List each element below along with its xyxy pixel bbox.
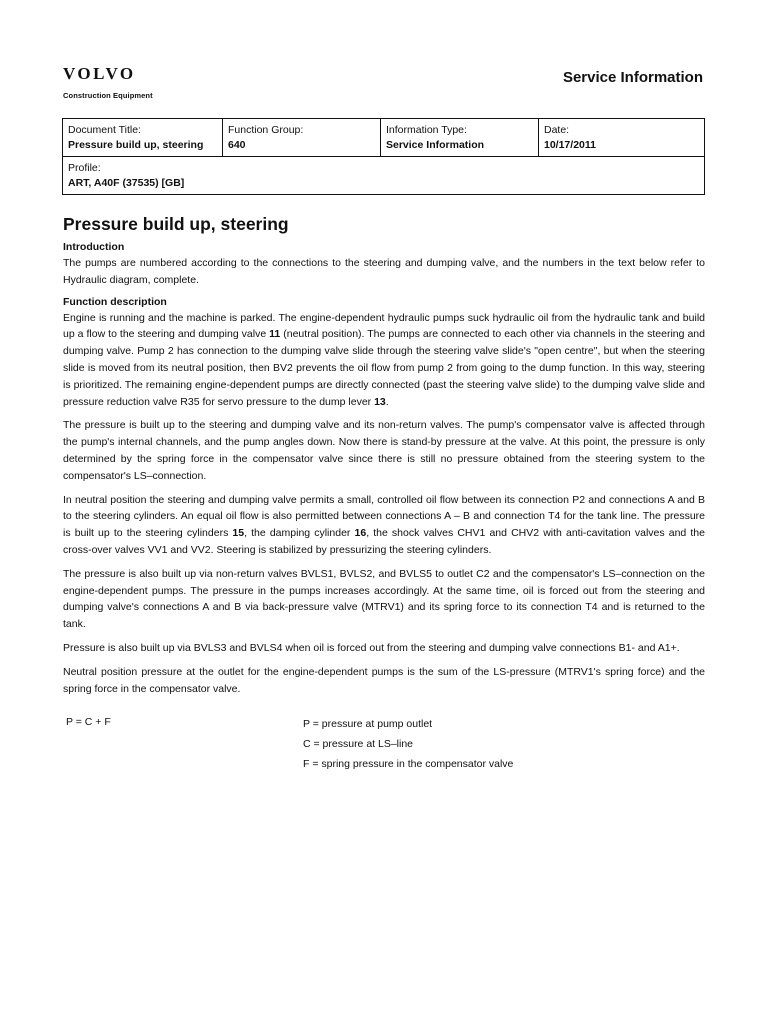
formula-definitions xyxy=(303,714,513,774)
information-type-cell xyxy=(381,119,539,157)
formula-def-p: P = pressure at pump outlet xyxy=(303,718,433,731)
document-info-table xyxy=(62,118,705,195)
paragraph-bvls3-bvls4: Pressure is also built up via BVLS3 and BVLS4 when oil is forced out from the steering and dumping valve connections B1- and A1+. xyxy=(63,641,680,654)
brand-subtitle: Construction Equipment xyxy=(63,91,153,100)
document-body xyxy=(63,212,705,780)
intro-heading: Introduction xyxy=(63,241,125,253)
information-type-value: Service Information xyxy=(386,139,485,151)
ref-number-13: 13 xyxy=(374,395,386,408)
page-title: Pressure build up, steering xyxy=(63,214,289,234)
header-title: Service Information xyxy=(562,69,703,86)
profile-cell xyxy=(63,157,705,195)
volvo-logo xyxy=(63,64,153,100)
formula-def-f: F = spring pressure in the compensator valve xyxy=(303,758,514,771)
date-cell xyxy=(539,119,705,157)
document-title-cell xyxy=(63,119,223,157)
document-title-value: Pressure build up, steering xyxy=(68,139,204,151)
formula-equation: P = C + F xyxy=(66,716,111,729)
ref-number-15: 15 xyxy=(232,527,245,540)
paragraph-engine-running: Engine is running and the machine is parked. The engine-dependent hydraulic pumps suck hydraulic oil from the hydraulic tank and build up a flow to the steering and dumping valve 11 (neutral position). The pumps are connected to each other via channels in the steering and dumping valve. Pump 2 has connection to the dumping valve slide through the steering valve slide's "open centre", but when the steering slide is moved from its neutral position, then BV2 prevents the oil flow from pump 2 from going to the dump function. In this way, steering is prioritized. The remaining engine-dependent pumps are directly connected (past the steering valve slide) to the dumping valve slide and pressure reduction valve R35 for servo pressure to the dump lever 13. xyxy=(63,311,705,408)
profile-value: ART, A40F (37535) [GB] xyxy=(68,177,185,189)
date-value: 10/17/2011 xyxy=(544,139,596,151)
intro-paragraph: The pumps are numbered according to the connections to the steering and dumping valve, and the numbers in the text below refer to Hydraulic diagram, complete. xyxy=(63,257,705,286)
function-group-label: Function Group: xyxy=(228,124,304,136)
paragraph-neutral-pressure-sum: Neutral position pressure at the outlet for the engine-dependent pumps is the sum of the LS-pressure (MTRV1's spring force) and the spring force in the compensator valve. xyxy=(63,665,705,695)
function-group-cell xyxy=(223,119,381,157)
paragraph-non-return-valves: The pressure is also built up via non-return valves BVLS1, BVLS2, and BVLS5 to outlet C2 and the compensator's LS–connection on the engine-dependent pumps. The pressure in the pumps increases accordingly. At the same time, oil is forced out from the steering and dumping valve's connections A and B via back-pressure valve (MTRV1) and its spring force to its connection T4 and is returned to the tank. xyxy=(63,567,705,631)
information-type-label: Information Type: xyxy=(386,124,467,136)
ref-number-11: 11 xyxy=(269,328,281,341)
date-label: Date: xyxy=(544,124,570,136)
document-title-label: Document Title: xyxy=(68,124,141,136)
brand-wordmark: VOLVO xyxy=(63,64,136,83)
paragraph-neutral-position: In neutral position the steering and dumping valve permits a small, controlled oil flow between its connection P2 and connections A and B to the steering cylinders. An equal oil flow is also permitted between connections A – B and connection T4 for the tank line. The pressure is built up to the steering cylinders 15, the damping cylinder 16, the shock valves CHV1 and CHV2 with anti-cavitation valves and the cross-over valves VV1 and VV2. Steering is stabilized by pressurizing the steering cylinders. xyxy=(63,493,705,556)
ref-number-16: 16 xyxy=(354,527,367,540)
function-description-heading: Function description xyxy=(63,295,167,308)
pressure-formula xyxy=(63,714,705,780)
formula-def-c: C = pressure at LS–line xyxy=(303,738,414,751)
profile-label: Profile: xyxy=(68,162,101,174)
function-group-value: 640 xyxy=(228,139,246,151)
paragraph-pressure-built: The pressure is built up to the steering and dumping valve and its non-return valves. The pump's compensator valve is affected through the pump's internal channels, and the pump angles down. Now there is stand-by pressure at the valve. At this point, the pressure is only determined by the spring force in the compensator valve since there is still no pressure obtained from the steering system to the compensator's LS–connection. xyxy=(63,419,705,482)
